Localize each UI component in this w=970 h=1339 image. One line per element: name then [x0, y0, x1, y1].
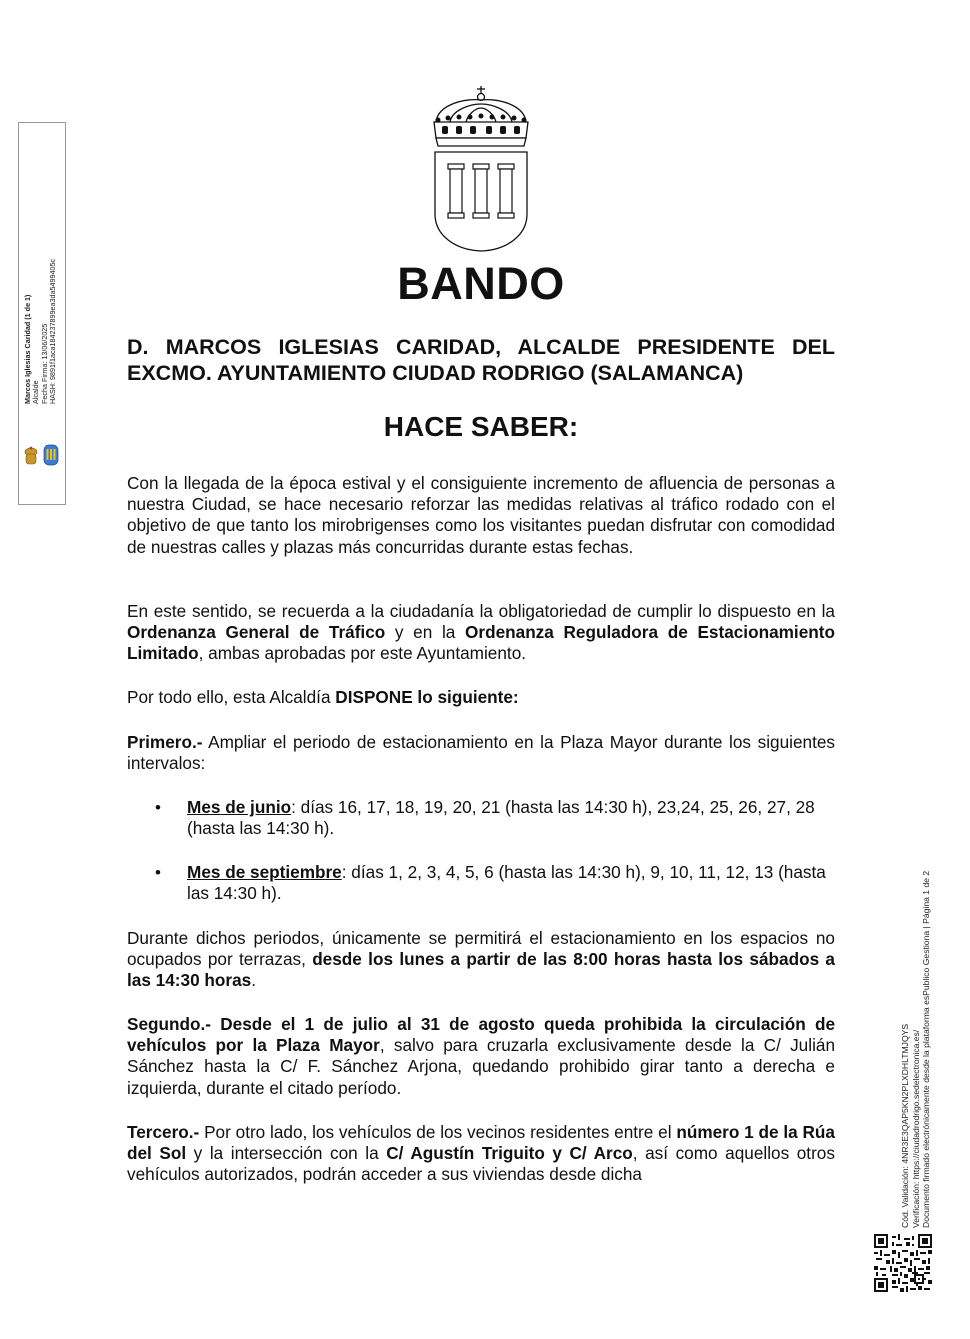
- bullet-icon: •: [155, 863, 161, 882]
- p3-dispone: DISPONE lo siguiente:: [335, 687, 519, 707]
- list-item-text: [187, 862, 835, 904]
- p5-text-c: .: [251, 970, 256, 991]
- coat-of-arms-icon: [428, 84, 534, 254]
- paragraph-dispone: [127, 687, 835, 708]
- signer-name: Marcos Iglesias Caridad (1 de 1): [23, 294, 32, 404]
- p2-ordinance-traffic: Ordenanza General de Tráfico: [127, 622, 386, 643]
- p5-text-a: Durante dichos periodos, únicamente se permitirá el estacionamiento en los espacios no ocupados por terrazas,: [127, 928, 835, 970]
- signature-block: [24, 104, 60, 404]
- p3-text-a: Por todo ello, esta Alcaldía: [127, 687, 336, 707]
- paragraph-intro: Con la llegada de la época estival y el consiguiente incremento de afluencia de personas a nuestra Ciudad, se hace necesario reforzar las medidas relativas al tráfico rodado con el objetivo de que tanto los mirobrigenses como los visitantes puedan disfrutar con comodidad de nuestras calles y plazas más concurridas durante estas fechas.: [127, 473, 835, 557]
- signer-role: Alcalde: [31, 380, 41, 404]
- list-item-detail: : días 16, 17, 18, 19, 20, 21 (hasta las 14:30 h), 23,24, 25, 26, 27, 28 (hasta las 14:30 h).: [187, 797, 815, 839]
- p4-primero-label: Primero.-: [127, 732, 203, 752]
- list-item-label: Mes de junio: [187, 797, 292, 817]
- paragraph-primero: [127, 732, 835, 774]
- p2-text-c: y en la: [385, 622, 466, 643]
- signature-hash: HASH: 9891f1aca184237899ea3da5499405c: [48, 258, 58, 404]
- p7-rua-del-sol: número 1 de la Rúa del Sol: [127, 1122, 835, 1164]
- document-title: BANDO: [397, 258, 565, 309]
- document-heading: D. MARCOS IGLESIAS CARIDAD, ALCALDE PRESIDENTE DEL EXCMO. AYUNTAMIENTO CIUDAD RODRIGO (SALAMANCA): [127, 335, 835, 385]
- validation-signed-by: Documento firmado electrónicamente desde la plataforma esPublico Gestiona | Página 1 de 2: [921, 870, 932, 1228]
- small-crest-icon: [22, 442, 62, 468]
- p7-text-f: , así como aquellos otros vehículos autorizados, podrán acceder a sus viviendas desde dicha: [127, 1143, 835, 1185]
- validation-url: Verificación: https://ciudadrodrigo.sedelectronica.es/: [910, 1029, 921, 1228]
- p2-ordinance-parking: Ordenanza Reguladora de Estacionamiento Limitado: [127, 622, 835, 664]
- list-item-label: Mes de septiembre: [187, 862, 342, 882]
- validation-block: [900, 808, 934, 1228]
- p7-tercero-label: Tercero.-: [127, 1122, 200, 1142]
- document-subtitle: HACE SABER:: [383, 411, 579, 442]
- list-item-text: [187, 797, 835, 839]
- p2-text-e: , ambas aprobadas por este Ayuntamiento.: [198, 643, 527, 664]
- p6-text: , salvo para cruzarla exclusivamente desde la C/ Julián Sánchez hasta la C/ F. Sánchez Arjona, quedando prohibido girar tanto a derecha e izquierda, durante el citado período.: [127, 1035, 835, 1098]
- paragraph-periods: [127, 928, 835, 992]
- p4-text: Ampliar el periodo de estacionamiento en la Plaza Mayor durante los siguientes intervalos:: [127, 732, 835, 774]
- bullet-icon: •: [155, 798, 161, 817]
- p7-text-d: y la intersección con la: [186, 1143, 387, 1164]
- list-item-detail: : días 1, 2, 3, 4, 5, 6 (hasta las 14:30 h), 9, 10, 11, 12, 13 (hasta las 14:30 h).: [187, 862, 826, 904]
- p7-text-b: Por otro lado, los vehículos de los vecinos residentes entre el: [199, 1122, 677, 1142]
- p7-streets: C/ Agustín Triguito y C/ Arco: [386, 1143, 633, 1164]
- paragraph-ordinances: [127, 601, 835, 665]
- signature-date: Fecha Firma: 13/06/2025: [39, 323, 49, 404]
- p6-bold: Segundo.- Desde el 1 de julio al 31 de agosto queda prohibida la circulación de vehículos por la Plaza Mayor: [127, 1014, 835, 1056]
- validation-code: Cód. Validación: 4NR3E3QAP5KN2PLXDHLTMJQYS: [900, 1023, 910, 1228]
- paragraph-tercero: [127, 1122, 835, 1186]
- p5-hours: desde los lunes a partir de las 8:00 horas hasta los sábados a las 14:30 horas: [127, 949, 835, 991]
- p2-text-a: En este sentido, se recuerda a la ciudadanía la obligatoriedad de cumplir lo dispuesto en la: [127, 601, 835, 621]
- paragraph-segundo: [127, 1014, 835, 1099]
- qr-code-icon: [874, 1234, 932, 1292]
